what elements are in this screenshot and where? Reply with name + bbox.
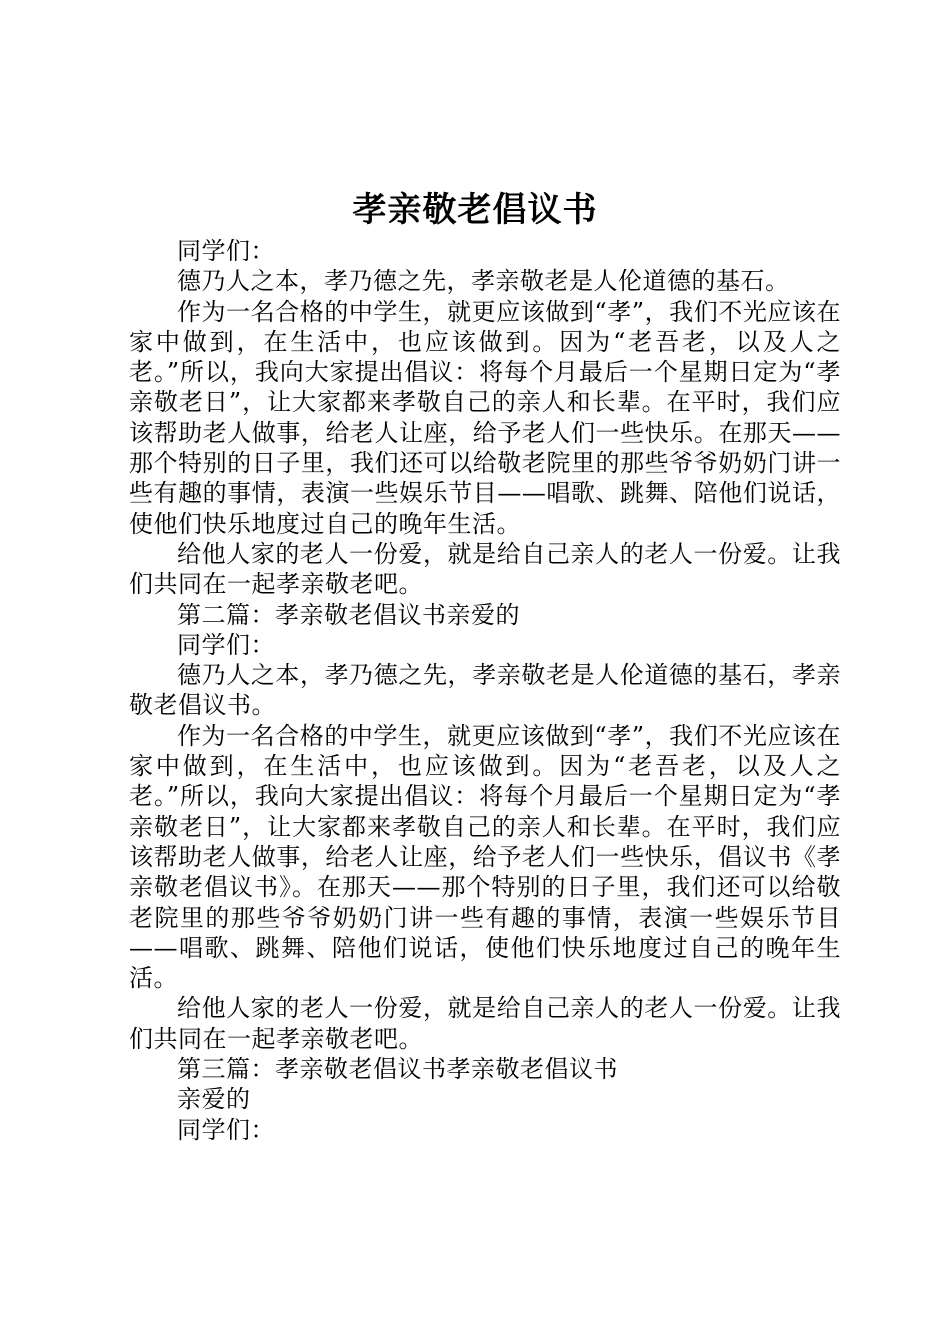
section-heading-3: 第三篇：孝亲敬老倡议书孝亲敬老倡议书 xyxy=(177,1055,618,1084)
paragraph-salutation: 亲爱的 xyxy=(177,1085,251,1114)
paragraph-greeting-3: 同学们： xyxy=(177,1115,275,1144)
paragraph-1: 德乃人之本，孝乃德之先，孝亲敬老是人伦道德的基石。 xyxy=(177,267,790,296)
paragraph-3: 给他人家的老人一份爱，就是给自己亲人的老人一份爱。让我们共同在一起孝亲敬老吧。 xyxy=(129,539,841,599)
paragraph-2: 作为一名合格的中学生，就更应该做到“孝”，我们不光应该在家中做到，在生活中，也应该做到。因为“老吾老，以及人之老。”所以，我向大家提出倡议：将每个月最后一个星期日定为“孝亲敬老日”，让大家都来孝敬自己的亲人和长辈。在平时，我们应该帮助老人做事，给老人让座，给予老人们一些快乐。在那天——那个特别的日子里，我们还可以给敬老院里的那些爷爷奶奶门讲一些有趣的事情，表演一些娱乐节目——唱歌、跳舞、陪他们说话，使他们快乐地度过自己的晚年生活。 xyxy=(129,297,841,538)
paragraph-5: 作为一名合格的中学生，就更应该做到“孝”，我们不光应该在家中做到，在生活中，也应该做到。因为“老吾老，以及人之老。”所以，我向大家提出倡议：将每个月最后一个星期日定为“孝亲敬老日”，让大家都来孝敬自己的亲人和长辈。在平时，我们应该帮助老人做事，给老人让座，给予老人们一些快乐，倡议书《孝亲敬老倡议书》。在那天——那个特别的日子里，我们还可以给敬老院里的那些爷爷奶奶门讲一些有趣的事情，表演一些娱乐节目——唱歌、跳舞、陪他们说话，使他们快乐地度过自己的晚年生活。 xyxy=(129,721,841,993)
paragraph-greeting-2: 同学们： xyxy=(177,630,275,659)
document-body xyxy=(129,236,841,1145)
paragraph-4: 德乃人之本，孝乃德之先，孝亲敬老是人伦道德的基石，孝亲敬老倡议书。 xyxy=(129,661,841,720)
paragraph-greeting-1: 同学们： xyxy=(177,237,275,265)
section-heading-2: 第二篇：孝亲敬老倡议书亲爱的 xyxy=(177,600,520,629)
paragraph-6: 给他人家的老人一份爱，就是给自己亲人的老人一份爱。让我们共同在一起孝亲敬老吧。 xyxy=(129,994,841,1053)
document-title: 孝亲敬老倡议书 xyxy=(352,190,598,230)
